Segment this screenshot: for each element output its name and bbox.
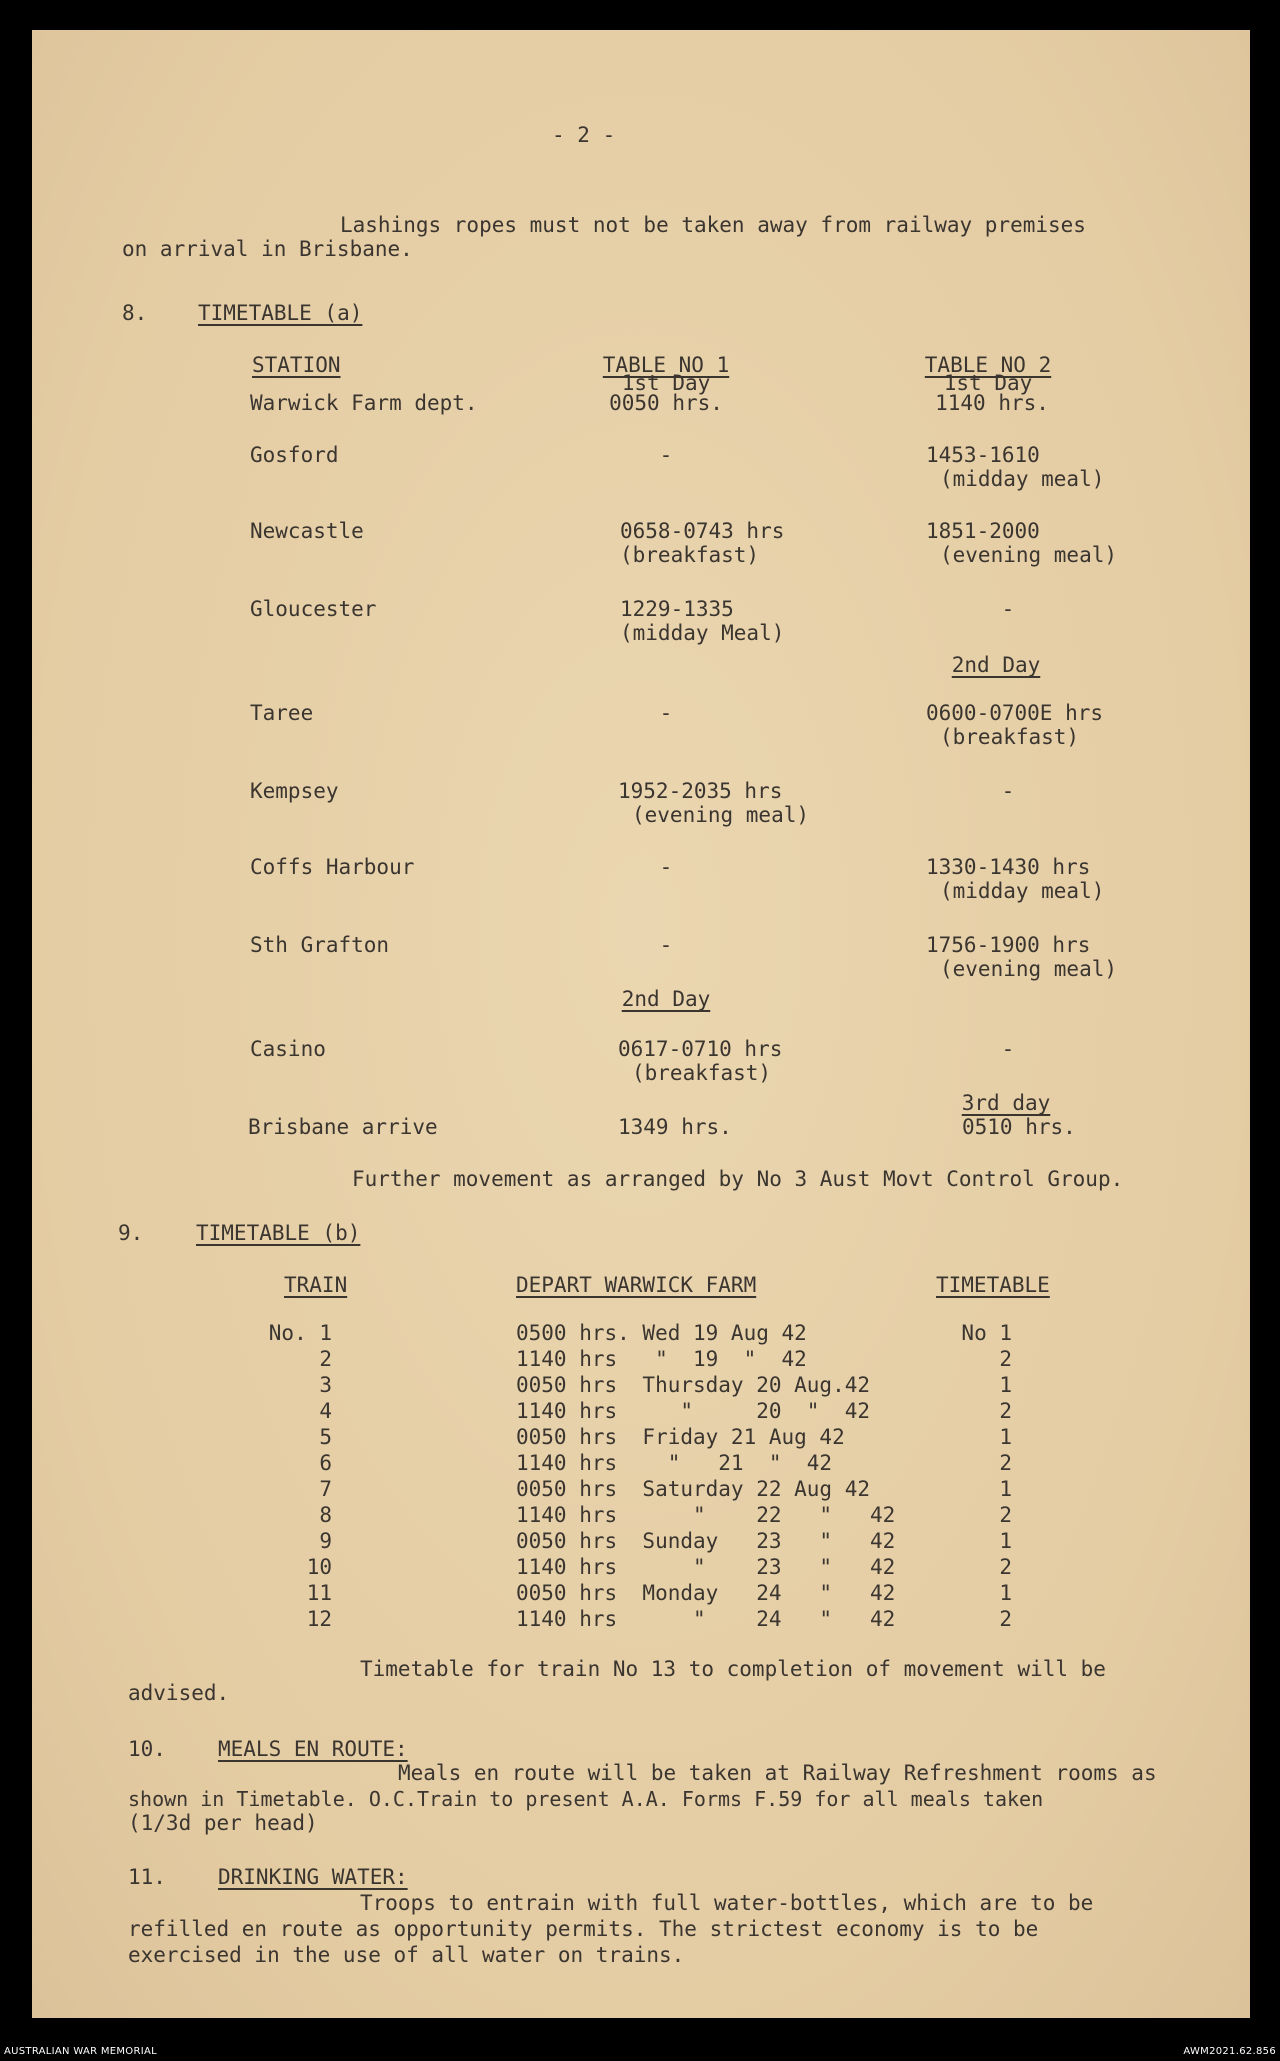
t2b-6: (midday meal) xyxy=(940,879,1105,903)
section-9-note-line-1: Timetable for train No 13 to completion of movement will be xyxy=(360,1657,1106,1681)
train-5: 6 xyxy=(319,1451,332,1475)
t1b-5: (evening meal) xyxy=(632,803,810,827)
table1-day1: 1st Day xyxy=(621,371,711,395)
station-1: Gosford xyxy=(250,443,339,467)
section-11-line-1: Troops to entrain with full water-bottles, which are to be xyxy=(360,1891,1094,1915)
t2-7: 1756-1900 hrs xyxy=(926,933,1091,957)
tt-11: 2 xyxy=(999,1607,1012,1631)
col-timetable-header: TIMETABLE xyxy=(936,1273,1050,1297)
train-6: 7 xyxy=(319,1477,332,1501)
intro-line-1: Lashings ropes must not be taken away from railway premises xyxy=(340,213,1086,237)
section-11-number: 11. xyxy=(128,1865,166,1889)
section-11-line-3: exercised in the use of all water on trains. xyxy=(128,1943,685,1967)
station-2: Newcastle xyxy=(250,519,364,543)
tt-2: 1 xyxy=(999,1373,1012,1397)
section-10-line-2: shown in Timetable. O.C.Train to present A.A. Forms F.59 for all meals taken xyxy=(128,1787,1044,1811)
t2-9: 0510 hrs. xyxy=(962,1115,1076,1139)
t2-8: - xyxy=(1001,1037,1015,1061)
section-9-heading: TIMETABLE (b) xyxy=(196,1221,361,1245)
tt-3: 2 xyxy=(999,1399,1012,1423)
t2-3: - xyxy=(1001,597,1015,621)
train-3: 4 xyxy=(319,1399,332,1423)
footer-accession-number: AWM2021.62.856 xyxy=(1183,2046,1276,2057)
t1-4: - xyxy=(659,701,673,725)
col-train-header: TRAIN xyxy=(284,1273,348,1297)
footer-credit: AUSTRALIAN WAR MEMORIAL xyxy=(4,2046,157,2057)
depart-10: 0050 hrs Monday 24 " 42 xyxy=(516,1581,896,1605)
t2-0: 1140 hrs. xyxy=(935,391,1049,415)
depart-9: 1140 hrs " 23 " 42 xyxy=(516,1555,896,1579)
col-depart-header: DEPART WARWICK FARM xyxy=(516,1273,757,1297)
t1b-2: (breakfast) xyxy=(620,543,760,567)
t2b-1: (midday meal) xyxy=(940,467,1105,491)
section-10-line-1: Meals en route will be taken at Railway Refreshment rooms as xyxy=(398,1761,1157,1785)
station-0: Warwick Farm dept. xyxy=(250,391,478,415)
col-station-header: STATION xyxy=(252,353,341,377)
table2-day3: 3rd day xyxy=(961,1091,1051,1115)
section-11-line-2: refilled en route as opportunity permits. The strictest economy is to be xyxy=(128,1917,1039,1941)
section-8-number: 8. xyxy=(122,301,148,325)
section-10-line-3: (1/3d per head) xyxy=(128,1811,318,1835)
t1-3: 1229-1335 xyxy=(620,597,734,621)
station-7: Sth Grafton xyxy=(250,933,390,957)
tt-9: 2 xyxy=(999,1555,1012,1579)
station-8: Casino xyxy=(250,1037,326,1061)
train-7: 8 xyxy=(319,1503,332,1527)
station-3: Gloucester xyxy=(250,597,377,621)
t1-1: - xyxy=(659,443,673,467)
station-4: Taree xyxy=(250,701,314,725)
depart-11: 1140 hrs " 24 " 42 xyxy=(516,1607,896,1631)
station-6: Coffs Harbour xyxy=(250,855,415,879)
tt-4: 1 xyxy=(999,1425,1012,1449)
section-10-number: 10. xyxy=(128,1737,166,1761)
depart-5: 1140 hrs " 21 " 42 xyxy=(516,1451,833,1475)
section-10-heading: MEALS EN ROUTE: xyxy=(218,1737,408,1761)
depart-7: 1140 hrs " 22 " 42 xyxy=(516,1503,896,1527)
intro-line-2: on arrival in Brisbane. xyxy=(122,237,413,261)
t1-0: 0050 hrs. xyxy=(609,391,723,415)
train-4: 5 xyxy=(319,1425,332,1449)
table2-day2: 2nd Day xyxy=(951,653,1041,677)
table2-day1: 1st Day xyxy=(943,371,1033,395)
t2b-4: (breakfast) xyxy=(940,725,1080,749)
t2-5: - xyxy=(1001,779,1015,803)
section-11-heading: DRINKING WATER: xyxy=(218,1865,408,1889)
section-9-note-line-2: advised. xyxy=(128,1681,230,1705)
station-9: Brisbane arrive xyxy=(248,1115,438,1139)
depart-1: 1140 hrs " 19 " 42 xyxy=(516,1347,807,1371)
col-table1-header: TABLE NO 1 xyxy=(602,353,730,377)
train-1: 2 xyxy=(319,1347,332,1371)
t1b-3: (midday Meal) xyxy=(620,621,785,645)
tt-7: 2 xyxy=(999,1503,1012,1527)
depart-2: 0050 hrs Thursday 20 Aug.42 xyxy=(516,1373,871,1397)
tt-10: 1 xyxy=(999,1581,1012,1605)
t2-2: 1851-2000 xyxy=(926,519,1040,543)
table1-day2: 2nd Day xyxy=(621,987,711,1011)
t2-6: 1330-1430 hrs xyxy=(926,855,1091,879)
t2b-2: (evening meal) xyxy=(940,543,1118,567)
tt-5: 2 xyxy=(999,1451,1012,1475)
train-9: 10 xyxy=(306,1555,332,1579)
train-10: 11 xyxy=(306,1581,332,1605)
train-0: No. 1 xyxy=(268,1321,332,1345)
depart-6: 0050 hrs Saturday 22 Aug 42 xyxy=(516,1477,871,1501)
section-9-number: 9. xyxy=(118,1221,144,1245)
depart-0: 0500 hrs. Wed 19 Aug 42 xyxy=(516,1321,807,1345)
tt-1: 2 xyxy=(999,1347,1012,1371)
t1-6: - xyxy=(659,855,673,879)
t2-4: 0600-0700E hrs xyxy=(926,701,1104,725)
tt-0: No 1 xyxy=(961,1321,1012,1345)
section-8-heading: TIMETABLE (a) xyxy=(198,301,363,325)
depart-4: 0050 hrs Friday 21 Aug 42 xyxy=(516,1425,845,1449)
document-page xyxy=(32,30,1250,2018)
col-table2-header: TABLE NO 2 xyxy=(924,353,1052,377)
depart-8: 0050 hrs Sunday 23 " 42 xyxy=(516,1529,896,1553)
page-number: - 2 - xyxy=(552,123,616,147)
depart-3: 1140 hrs " 20 " 42 xyxy=(516,1399,871,1423)
train-2: 3 xyxy=(319,1373,332,1397)
t2-1: 1453-1610 xyxy=(926,443,1040,467)
t1-7: - xyxy=(659,933,673,957)
further-movement: Further movement as arranged by No 3 Aust Movt Control Group. xyxy=(352,1167,1124,1191)
t1-8: 0617-0710 hrs xyxy=(618,1037,783,1061)
t1-5: 1952-2035 hrs xyxy=(618,779,783,803)
train-11: 12 xyxy=(306,1607,332,1631)
t1b-8: (breakfast) xyxy=(632,1061,772,1085)
t1-2: 0658-0743 hrs xyxy=(620,519,785,543)
t2b-7: (evening meal) xyxy=(940,957,1118,981)
t1-9: 1349 hrs. xyxy=(618,1115,732,1139)
tt-8: 1 xyxy=(999,1529,1012,1553)
train-8: 9 xyxy=(319,1529,332,1553)
tt-6: 1 xyxy=(999,1477,1012,1501)
station-5: Kempsey xyxy=(250,779,339,803)
